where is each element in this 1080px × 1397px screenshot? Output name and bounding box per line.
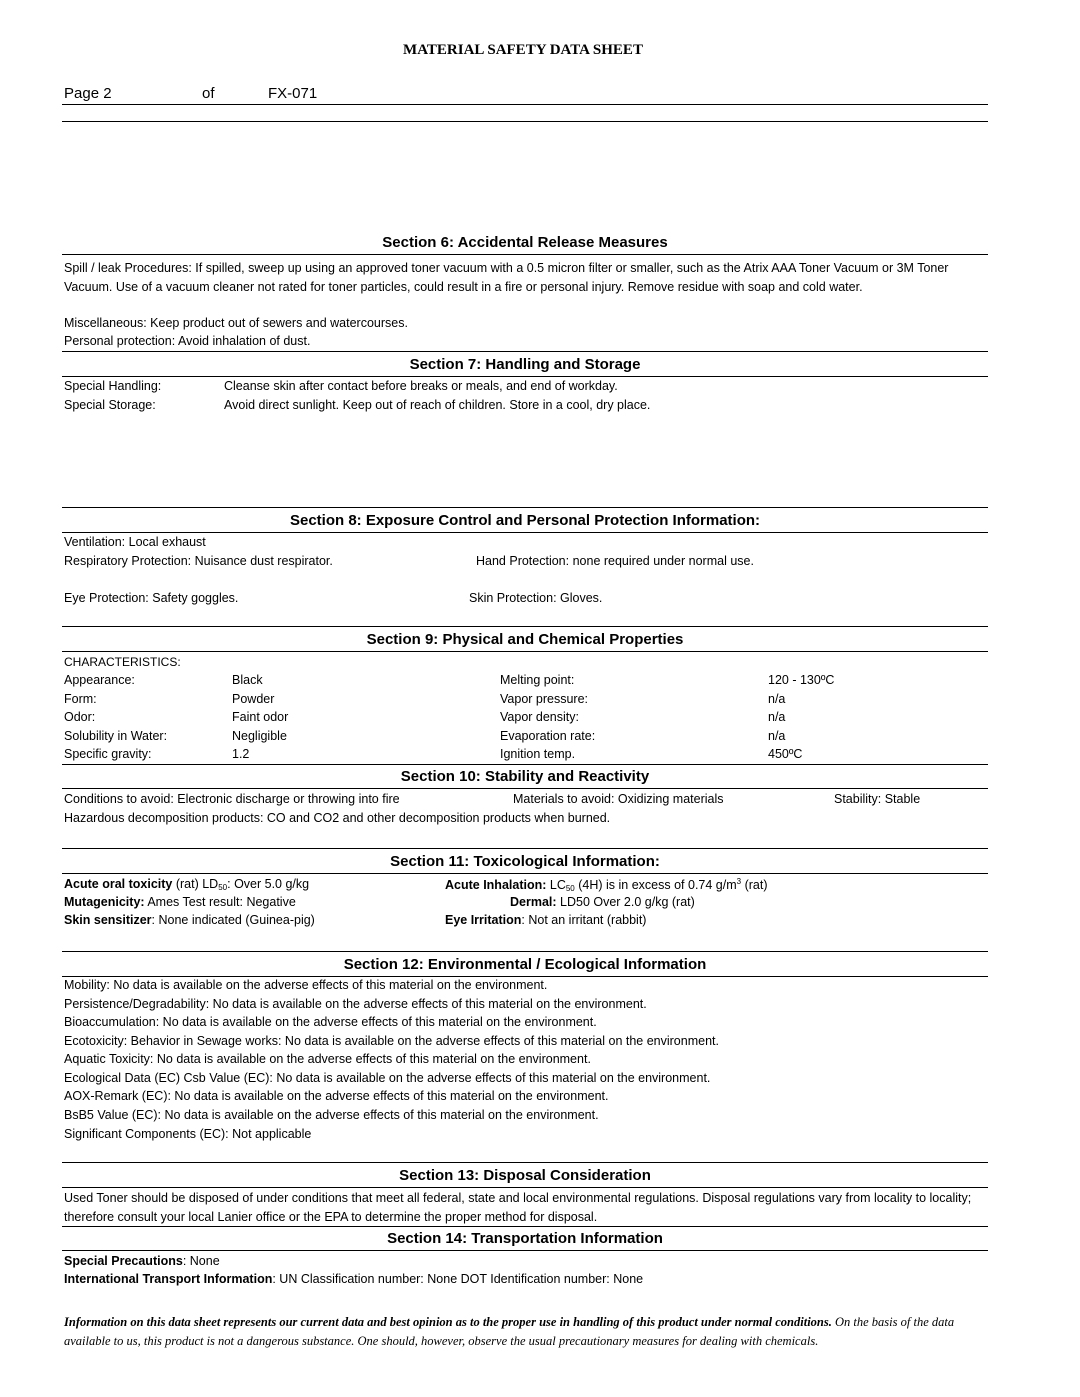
section-6-rule — [62, 254, 988, 255]
international-transport — [64, 1272, 643, 1286]
special-precautions — [64, 1254, 220, 1268]
mutagenicity-value: Ames Test result: Negative — [144, 895, 296, 909]
section-6-misc: Miscellaneous: Keep product out of sewers and watercourses. — [64, 316, 408, 330]
acute-oral-label: Acute oral toxicity — [64, 877, 173, 891]
section-12-title: Section 12: Environmental / Ecological Information — [343, 956, 707, 973]
stability: Stability: Stable — [834, 792, 921, 806]
document-id: FX-071 — [268, 85, 318, 102]
section-9-rule — [62, 651, 988, 652]
disclaimer — [64, 1313, 982, 1350]
property-value: Faint odor — [232, 710, 289, 724]
hand-protection: Hand Protection: none required under normal use. — [476, 554, 754, 568]
header-rule-bottom — [62, 121, 988, 122]
eye-irritation — [445, 913, 646, 927]
disclaimer-text: On the basis of the data available to us, this product is not a dangerous substance. One should, however, observe the usual precautionary measures for dealing with chemicals. — [64, 1315, 955, 1348]
special-handling-value: Cleanse skin after contact before breaks or meals, and end of workday. — [224, 379, 618, 393]
section-14-title: Section 14: Transportation Information — [387, 1230, 663, 1247]
section-12-rule-top — [62, 951, 988, 952]
property-value: Black — [232, 673, 263, 687]
property-value: n/a — [768, 710, 786, 724]
eye-protection: Eye Protection: Safety goggles. — [64, 591, 239, 605]
section-7-rule — [62, 376, 988, 377]
property-value: 450ºC — [768, 747, 803, 761]
eye-irritation-value: : Not an irritant (rabbit) — [521, 913, 647, 927]
section-8-rule — [62, 532, 988, 533]
property-label: Ignition temp. — [500, 747, 576, 761]
dermal-value: LD50 Over 2.0 g/kg (rat) — [556, 895, 695, 909]
header-rule-top — [62, 104, 988, 105]
acute-inhalation-pre: LC — [546, 878, 566, 892]
dermal — [510, 895, 695, 909]
section-11-rule-top — [62, 848, 988, 849]
property-value: Powder — [232, 692, 275, 706]
eco-line: Significant Components (EC): Not applicable — [64, 1127, 312, 1141]
skin-sensitizer-value: : None indicated (Guinea-pig) — [151, 913, 315, 927]
special-handling-label: Special Handling: — [64, 379, 162, 393]
hazardous-decomposition: Hazardous decomposition products: CO and CO2 and other decomposition products when burned. — [64, 811, 611, 825]
section-6-title: Section 6: Accidental Release Measures — [382, 234, 668, 251]
section-11-title: Section 11: Toxicological Information: — [390, 853, 660, 870]
mutagenicity — [64, 895, 296, 909]
property-label: Form: — [64, 692, 97, 706]
property-value: n/a — [768, 729, 786, 743]
property-label: Melting point: — [500, 673, 575, 687]
section-9-title: Section 9: Physical and Chemical Properties — [366, 631, 684, 648]
international-transport-value: : UN Classification number: None DOT Identification number: None — [272, 1272, 644, 1286]
eco-line: Persistence/Degradability: No data is available on the adverse effects of this material on the environment. — [64, 997, 647, 1011]
disposal-text: Used Toner should be disposed of under conditions that meet all federal, state and local environmental regulations. Disposal regulations vary from locality to locality; therefore consult your local Lanier office or the EPA to determine the proper method for disposal. — [64, 1191, 972, 1224]
section-12-rule — [62, 976, 988, 977]
acute-inhalation-sup: 3 — [736, 877, 742, 886]
eco-line: Ecological Data (EC) Csb Value (EC): No data is available on the adverse effects of this material on the environment. — [64, 1071, 711, 1085]
section-7-title: Section 7: Handling and Storage — [409, 356, 641, 373]
property-label: Evaporation rate: — [500, 729, 596, 743]
acute-inhalation — [445, 877, 767, 893]
section-8-rule-top — [62, 507, 988, 508]
section-11-rule — [62, 873, 988, 874]
section-10-title: Section 10: Stability and Reactivity — [400, 768, 650, 785]
eye-irritation-label: Eye Irritation — [445, 913, 522, 927]
skin-sensitizer-label: Skin sensitizer — [64, 913, 152, 927]
section-8-title: Section 8: Exposure Control and Personal Protection Information: — [289, 512, 761, 529]
section-14-rule-top — [62, 1226, 988, 1227]
eco-line: BsB5 Value (EC): No data is available on the adverse effects of this material on the environment. — [64, 1108, 599, 1122]
section-9-rule-top — [62, 626, 988, 627]
mutagenicity-label: Mutagenicity: — [64, 895, 145, 909]
section-13-rule-top — [62, 1162, 988, 1163]
ventilation: Ventilation: Local exhaust — [64, 535, 206, 549]
eco-line: Aquatic Toxicity: No data is available on the adverse effects of this material on the environment. — [64, 1052, 591, 1066]
section-13-title: Section 13: Disposal Consideration — [399, 1167, 651, 1184]
property-value: n/a — [768, 692, 786, 706]
property-value: 120 - 130ºC — [768, 673, 835, 687]
skin-protection: Skin Protection: Gloves. — [469, 591, 603, 605]
property-value: Negligible — [232, 729, 287, 743]
acute-inhalation-sub: 50 — [565, 884, 575, 893]
section-6-personal: Personal protection: Avoid inhalation of dust. — [64, 334, 311, 348]
property-label: Odor: — [64, 710, 96, 724]
acute-inhalation-mid: (4H) is in excess of 0.74 g/m — [574, 878, 737, 892]
property-label: Vapor density: — [500, 710, 579, 724]
respiratory-protection: Respiratory Protection: Nuisance dust respirator. — [64, 554, 333, 568]
eco-line: Ecotoxicity: Behavior in Sewage works: No data is available on the adverse effects of this material on the environment. — [64, 1034, 719, 1048]
conditions-to-avoid: Conditions to avoid: Electronic discharge or throwing into fire — [64, 792, 400, 806]
dermal-label: Dermal: — [510, 895, 557, 909]
property-label: Vapor pressure: — [500, 692, 589, 706]
acute-oral-sub: 50 — [218, 883, 228, 892]
eco-line: Mobility: No data is available on the adverse effects of this material on the environment. — [64, 978, 548, 992]
section-7-rule-top — [62, 351, 988, 352]
acute-oral-pre: (rat) LD — [172, 877, 219, 891]
eco-line: AOX-Remark (EC): No data is available on the adverse effects of this material on the environment. — [64, 1089, 609, 1103]
section-10-rule-top — [62, 764, 988, 765]
materials-to-avoid: Materials to avoid: Oxidizing materials — [513, 792, 724, 806]
acute-oral-value: : Over 5.0 g/kg — [227, 877, 310, 891]
section-14-rule — [62, 1250, 988, 1251]
property-label: Solubility in Water: — [64, 729, 168, 743]
section-6-spill: Spill / leak Procedures: If spilled, sweep up using an approved toner vacuum with a 0.5 micron filter or smaller, such as the Atrix AAA Toner Vacuum or 3M Toner Vacuum. Use of a vacuum cleaner not rated for toner particles, could result in a fire or personal injury. Remove residue with soap and cold water. — [64, 261, 949, 294]
section-13-rule — [62, 1187, 988, 1188]
eco-line: Bioaccumulation: No data is available on the adverse effects of this material on the environment. — [64, 1015, 597, 1029]
skin-sensitizer — [64, 913, 315, 927]
special-precautions-label: Special Precautions — [64, 1254, 183, 1268]
special-precautions-value: : None — [182, 1254, 220, 1268]
property-label: Specific gravity: — [64, 747, 152, 761]
property-label: Appearance: — [64, 673, 135, 687]
of-label: of — [202, 85, 215, 102]
disclaimer-bold: Information on this data sheet represents our current data and best opinion as to the proper use in handling of this product under normal conditions. — [64, 1315, 832, 1329]
international-transport-label: International Transport Information — [64, 1272, 273, 1286]
acute-oral-toxicity — [64, 877, 309, 892]
property-value: 1.2 — [232, 747, 250, 761]
document-title: MATERIAL SAFETY DATA SHEET — [403, 42, 643, 58]
characteristics-heading: CHARACTERISTICS: — [64, 655, 181, 669]
page-label: Page 2 — [64, 85, 112, 102]
acute-inhalation-label: Acute Inhalation: — [445, 878, 547, 892]
special-storage-label: Special Storage: — [64, 398, 156, 412]
acute-inhalation-post: (rat) — [741, 878, 768, 892]
special-storage-value: Avoid direct sunlight. Keep out of reach of children. Store in a cool, dry place. — [224, 398, 651, 412]
section-10-rule — [62, 788, 988, 789]
